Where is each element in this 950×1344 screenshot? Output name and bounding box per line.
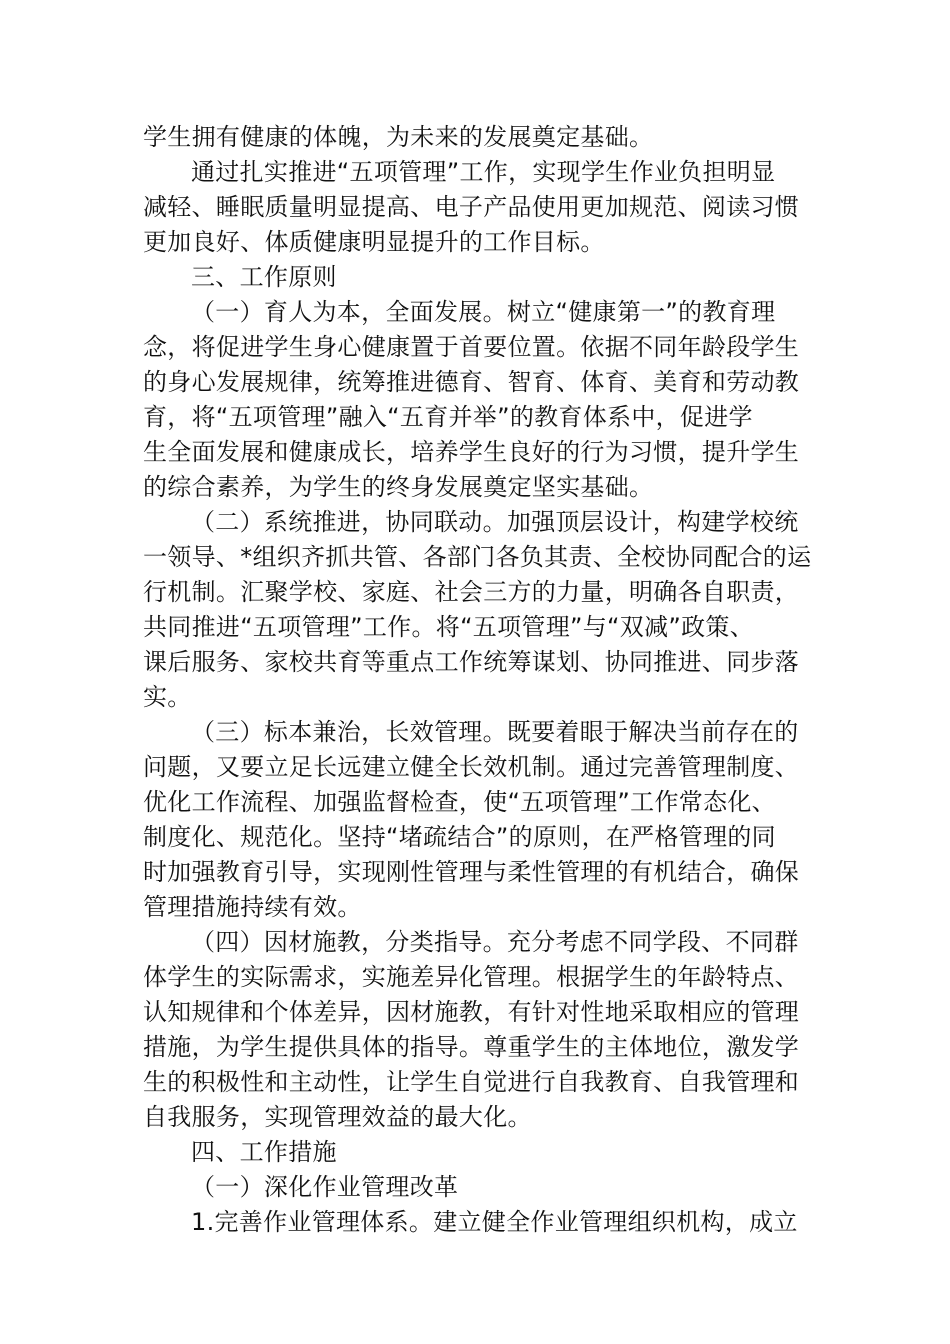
principle-4-line: 体学生的实际需求，实施差异化管理。根据学生的年龄特点、	[143, 963, 800, 991]
principle-4-line: 措施，为学生提供具体的指导。尊重学生的主体地位，激发学	[143, 1033, 800, 1061]
principle-3-line: 优化工作流程、加强监督检查，使“五项管理”工作常态化、	[143, 788, 776, 816]
principle-1-line: 的综合素养，为学生的终身发展奠定坚实基础。	[143, 473, 654, 501]
section-heading-measures: 四、工作措施	[191, 1138, 337, 1166]
principle-2-line: 课后服务、家校共育等重点工作统筹谋划、协同推进、同步落	[143, 648, 800, 676]
principle-1-line: （一）育人为本，全面发展。树立“健康第一”的教育理	[191, 298, 776, 326]
paragraph-goals-line: 更加良好、体质健康明显提升的工作目标。	[143, 228, 605, 256]
paragraph-continuation-line: 学生拥有健康的体魄，为未来的发展奠定基础。	[143, 123, 654, 151]
subsection-heading-homework: （一）深化作业管理改革	[191, 1173, 459, 1201]
principle-3-line: 制度化、规范化。坚持“堵疏结合”的原则，在严格管理的同	[143, 823, 776, 851]
item-1-line: 1.完善作业管理体系。建立健全作业管理组织机构，成立	[191, 1208, 798, 1236]
principle-4-line: 自我服务，实现管理效益的最大化。	[143, 1103, 532, 1131]
principle-2-line: （二）系统推进，协同联动。加强顶层设计，构建学校统	[191, 508, 799, 536]
paragraph-goals-line: 通过扎实推进“五项管理”工作，实现学生作业负担明显	[191, 158, 776, 186]
principle-4-line: （四）因材施教，分类指导。充分考虑不同学段、不同群	[191, 928, 799, 956]
principle-2-line: 实。	[143, 683, 192, 711]
principle-1-line: 生全面发展和健康成长，培养学生良好的行为习惯，提升学生	[143, 438, 800, 466]
principle-3-line: 时加强教育引导，实现刚性管理与柔性管理的有机结合，确保	[143, 858, 800, 886]
principle-2-line: 行机制。汇聚学校、家庭、社会三方的力量，明确各自职责，	[143, 578, 800, 606]
paragraph-goals-line: 减轻、睡眠质量明显提高、电子产品使用更加规范、阅读习惯	[143, 193, 800, 221]
principle-2-line: 共同推进“五项管理”工作。将“五项管理”与“双减”政策、	[143, 613, 754, 641]
principle-3-line: （三）标本兼治，长效管理。既要着眼于解决当前存在的	[191, 718, 799, 746]
principle-4-line: 生的积极性和主动性，让学生自觉进行自我教育、自我管理和	[143, 1068, 800, 1096]
principle-4-line: 认知规律和个体差异，因材施教，有针对性地采取相应的管理	[143, 998, 800, 1026]
principle-3-line: 问题，又要立足长远建立健全长效机制。通过完善管理制度、	[143, 753, 800, 781]
principle-1-line: 念，将促进学生身心健康置于首要位置。依据不同年龄段学生	[143, 333, 800, 361]
principle-2-line: 一领导、*组织齐抓共管、各部门各负其责、全校协同配合的运	[143, 543, 812, 571]
principle-3-line: 管理措施持续有效。	[143, 893, 362, 921]
section-heading-principles: 三、工作原则	[191, 263, 337, 291]
principle-1-line: 的身心发展规律，统筹推进德育、智育、体育、美育和劳动教	[143, 368, 800, 396]
principle-1-line: 育，将“五项管理”融入“五育并举”的教育体系中，促进学	[143, 403, 753, 431]
